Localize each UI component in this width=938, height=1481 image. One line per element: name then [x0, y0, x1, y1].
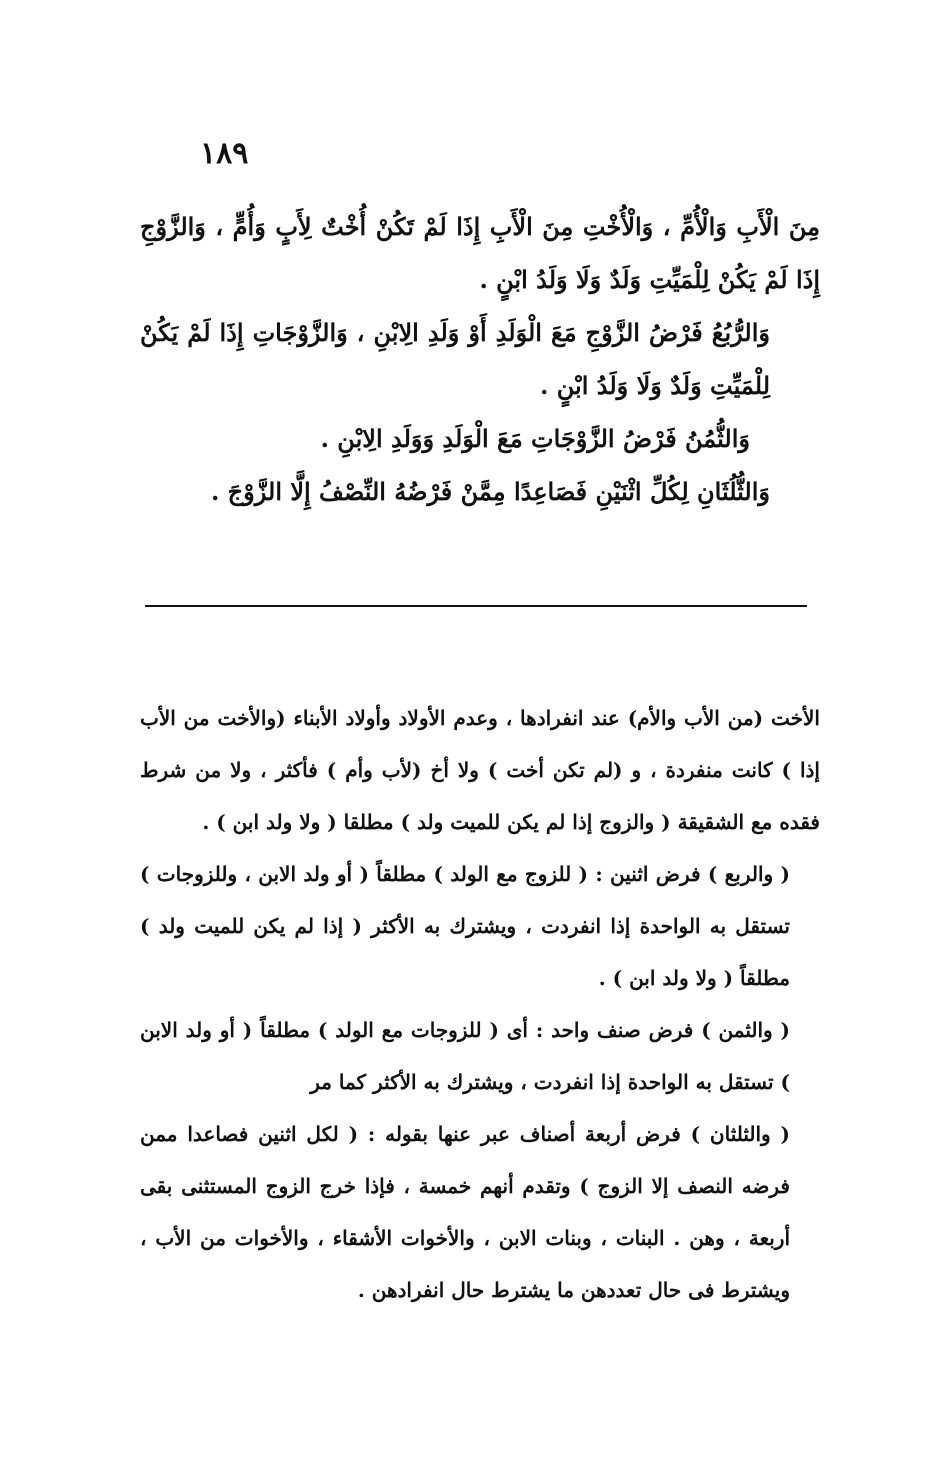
commentary-paragraph: ( والثلثان ) فرض أربعة أصناف عبر عنها بقوله : ( لكل اثنين فصاعدا ممن فرضه النصف إلا الزوج ) وتقدم أنهم خمسة ، فإذا خرج الزوج المستثنى بقى أربعة ، وهن . البنات ، وبنات الابن ، والأخوات الأشقاء ، والأخوات من الأب ، ويشترط فى حال تعددهن ما يشترط حال انفرادهن .	[140, 1122, 790, 1302]
main-text-paragraph: مِنَ الْأَبِ وَالْأُمِّ ، وَالْأُخْتِ مِنَ الْأَبِ إِذَا لَمْ تَكُنْ أُخْتٌ لِأَبٍ وَأُمٍّ ، وَالزَّوْجِ إِذَا لَمْ يَكُنْ لِلْمَيِّتِ وَلَدٌ وَلَا وَلَدُ ابْنٍ .	[140, 212, 820, 294]
main-text	[140, 200, 820, 518]
commentary-paragraph: ( والربع ) فرض اثنين : ( للزوج مع الولد ) مطلقاً ( أو ولد الابن ، وللزوجات ) تستقل به الواحدة إذا انفردت ، ويشترك به الأكثر ( إذا لم يكن للميت ولد ) مطلقاً ( ولا ولد ابن ) .	[140, 862, 790, 990]
commentary-paragraph: الأخت (من الأب والأم) عند انفرادها ، وعدم الأولاد وأولاد الأبناء (والأخت من الأب إذا ) كانت منفردة ، و (لم تكن أخت ) ولا أخ (لأب وأم ) فأكثر ، ولا من شرط فقده مع الشقيقة ( والزوج إذا لم يكن للميت ولد ) مطلقا ( ولا ولد ابن ) .	[140, 706, 820, 834]
page-number: ١٨٩	[200, 136, 249, 171]
commentary-text	[140, 692, 820, 1316]
main-text-paragraph: وَالثُّمُنُ فَرْضُ الزَّوْجَاتِ مَعَ الْوَلَدِ وَوَلَدِ الِابْنِ .	[320, 424, 750, 453]
commentary-paragraph: ( والثمن ) فرض صنف واحد : أى ( للزوجات مع الولد ) مطلقاً ( أو ولد الابن ) تستقل به الواحدة إذا انفردت ، ويشترك به الأكثر كما مر	[140, 1018, 790, 1094]
main-text-paragraph: وَالرُّبُعُ فَرْضُ الزَّوْجِ مَعَ الْوَلَدِ أَوْ وَلَدِ الِابْنِ ، وَالزَّوْجَاتِ إِذَا لَمْ يَكُنْ لِلْمَيِّتِ وَلَدٌ وَلَا وَلَدُ ابْنٍ .	[140, 318, 770, 400]
section-divider	[145, 605, 807, 607]
main-text-paragraph: وَالثُّلُثَانِ لِكُلِّ اثْنَيْنِ فَصَاعِدًا مِمَّنْ فَرْضُهُ النِّصْفُ إِلَّا الزَّوْجَ .	[210, 477, 770, 506]
